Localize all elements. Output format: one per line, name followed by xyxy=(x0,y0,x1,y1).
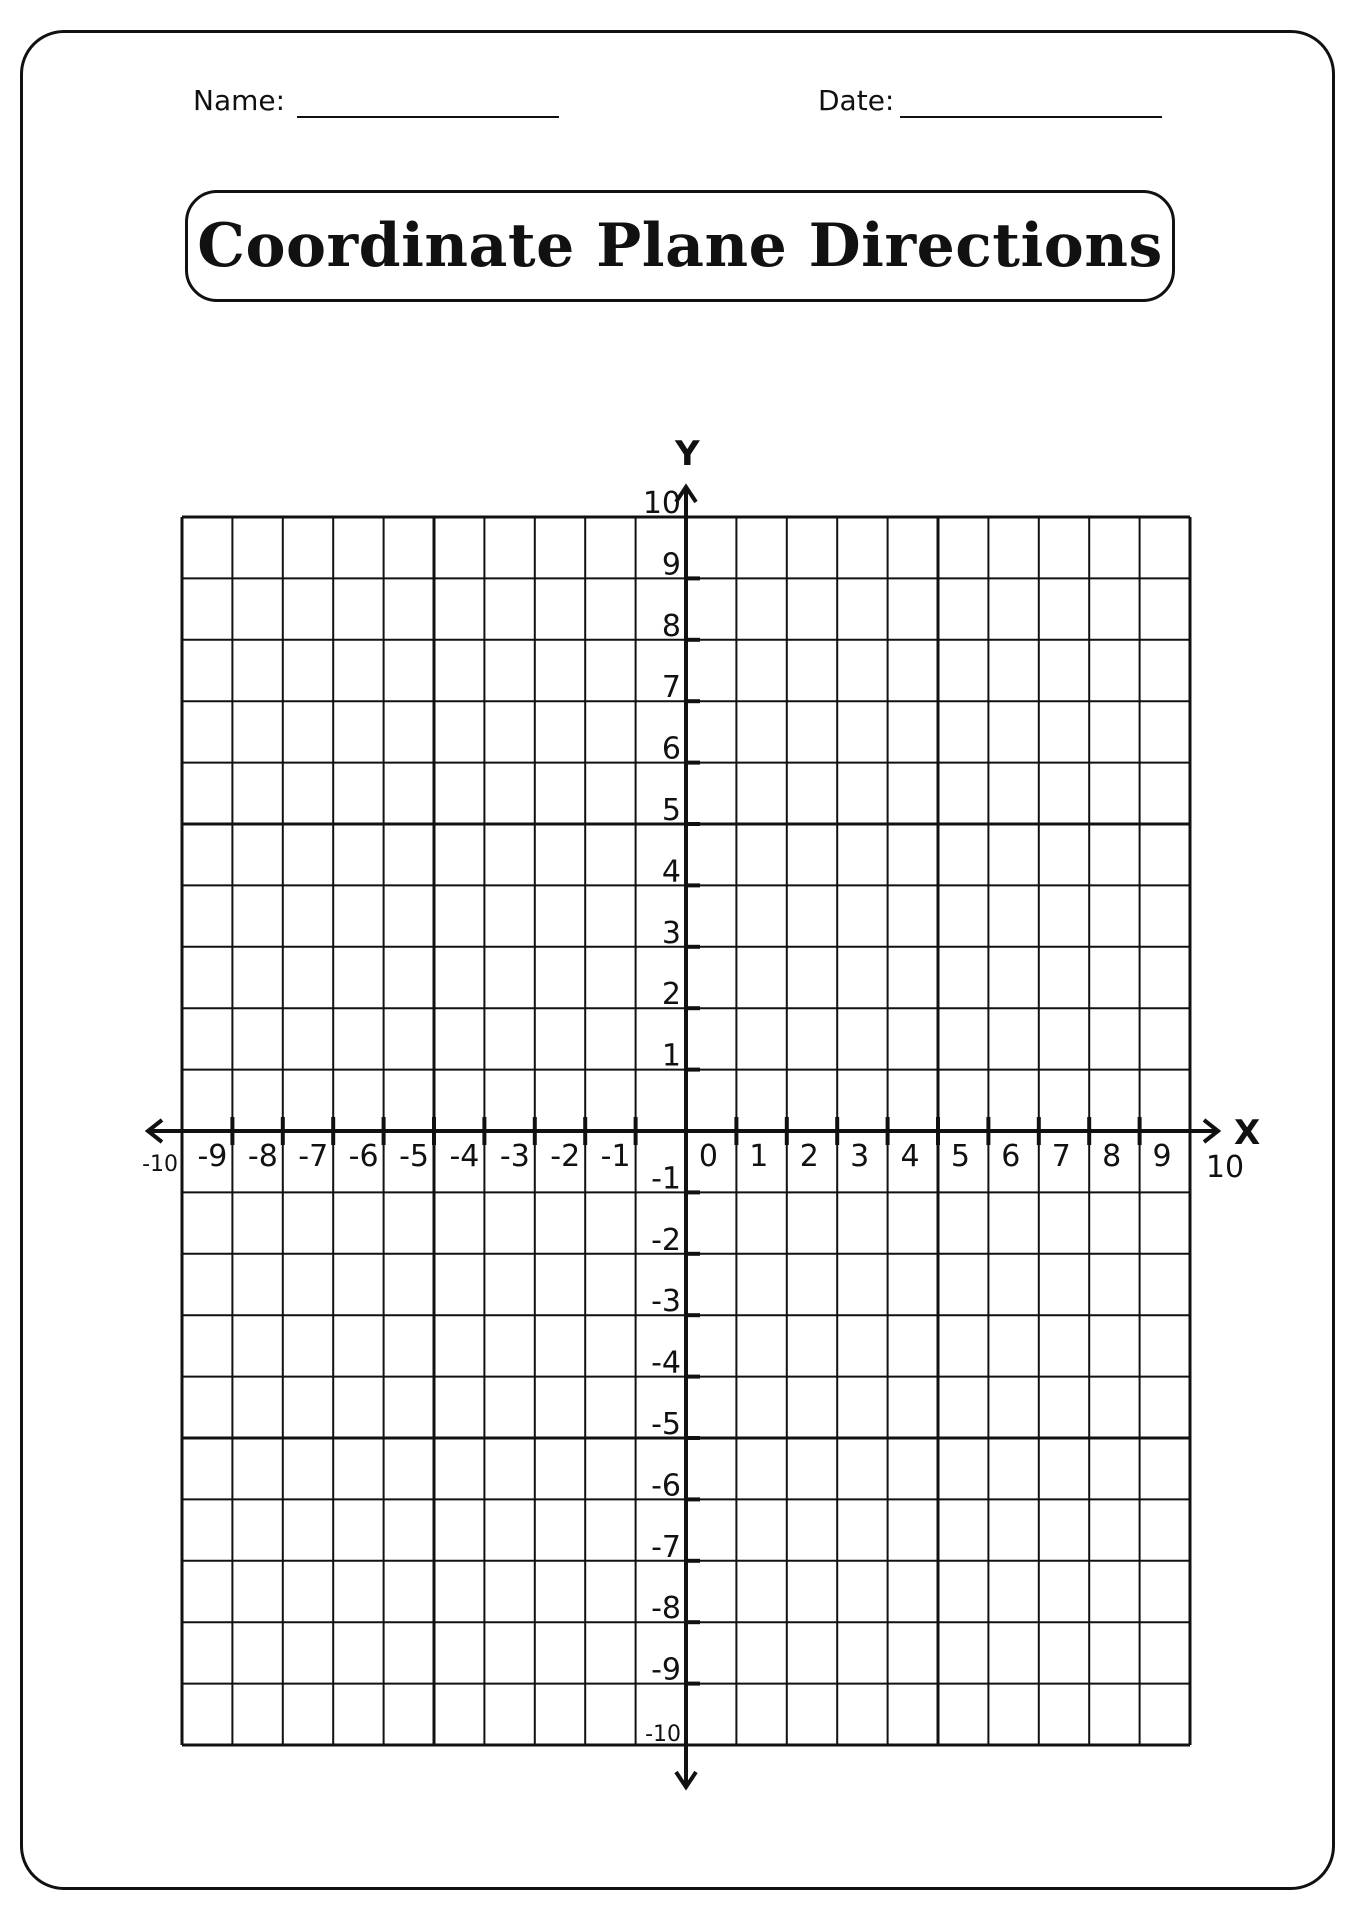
y-tick-label: 9 xyxy=(661,547,681,583)
y-tick-label: -5 xyxy=(651,1407,681,1442)
x-tick-label: -6 xyxy=(348,1139,379,1174)
y-tick-label: -8 xyxy=(651,1591,681,1627)
y-tick-label: 6 xyxy=(661,731,681,767)
x-tick-label: 6 xyxy=(1001,1139,1021,1174)
x-tick-label: -4 xyxy=(449,1139,480,1174)
x-tick-label: -1 xyxy=(600,1139,631,1174)
y-tick-label: 2 xyxy=(661,977,681,1013)
axes xyxy=(148,487,1218,1787)
x-tick-label: -3 xyxy=(499,1139,530,1174)
y-tick-label: -4 xyxy=(651,1345,681,1381)
name-label: Name: xyxy=(193,84,286,117)
x-tick-label: -8 xyxy=(247,1139,278,1174)
y-tick-label: -6 xyxy=(651,1468,681,1504)
x-tick-label: 9 xyxy=(1152,1139,1172,1174)
y-tick-label: 1 xyxy=(661,1038,681,1074)
x-tick-label: 7 xyxy=(1051,1139,1071,1174)
tick-labels xyxy=(142,486,1244,1747)
x-tick-label: 10 xyxy=(1205,1150,1245,1185)
y-tick-label: -2 xyxy=(651,1222,681,1258)
y-tick-label: -1 xyxy=(651,1161,681,1197)
x-tick-label: -10 xyxy=(142,1152,178,1177)
x-tick-label: 4 xyxy=(900,1139,920,1174)
page-title: Coordinate Plane Directions xyxy=(197,211,1163,281)
x-tick-label: 1 xyxy=(749,1139,769,1174)
y-tick-label: 4 xyxy=(661,854,681,890)
y-tick-label: -10 xyxy=(645,1722,681,1747)
y-tick-label: -9 xyxy=(651,1652,681,1688)
y-tick-label: 5 xyxy=(661,793,681,828)
x-tick-label: -7 xyxy=(298,1139,329,1174)
y-tick-label: 8 xyxy=(661,608,681,644)
x-tick-label: 5 xyxy=(950,1139,970,1174)
y-tick-label: 3 xyxy=(661,915,681,951)
x-tick-label: 3 xyxy=(850,1139,870,1174)
x-axis-label: X xyxy=(1234,1113,1261,1153)
x-tick-label: 2 xyxy=(799,1139,819,1174)
x-tick-label: -5 xyxy=(399,1139,429,1174)
y-tick-label: -7 xyxy=(651,1529,681,1565)
y-axis-label: Y xyxy=(675,434,700,474)
y-tick-label: 10 xyxy=(642,486,681,521)
x-tick-label: 8 xyxy=(1102,1139,1122,1174)
y-tick-label: -3 xyxy=(651,1284,681,1320)
x-tick-label: -9 xyxy=(197,1139,228,1174)
date-label: Date: xyxy=(818,84,895,117)
x-tick-label: 0 xyxy=(698,1139,718,1174)
x-tick-label: -2 xyxy=(550,1139,581,1174)
y-tick-label: 7 xyxy=(661,670,681,706)
